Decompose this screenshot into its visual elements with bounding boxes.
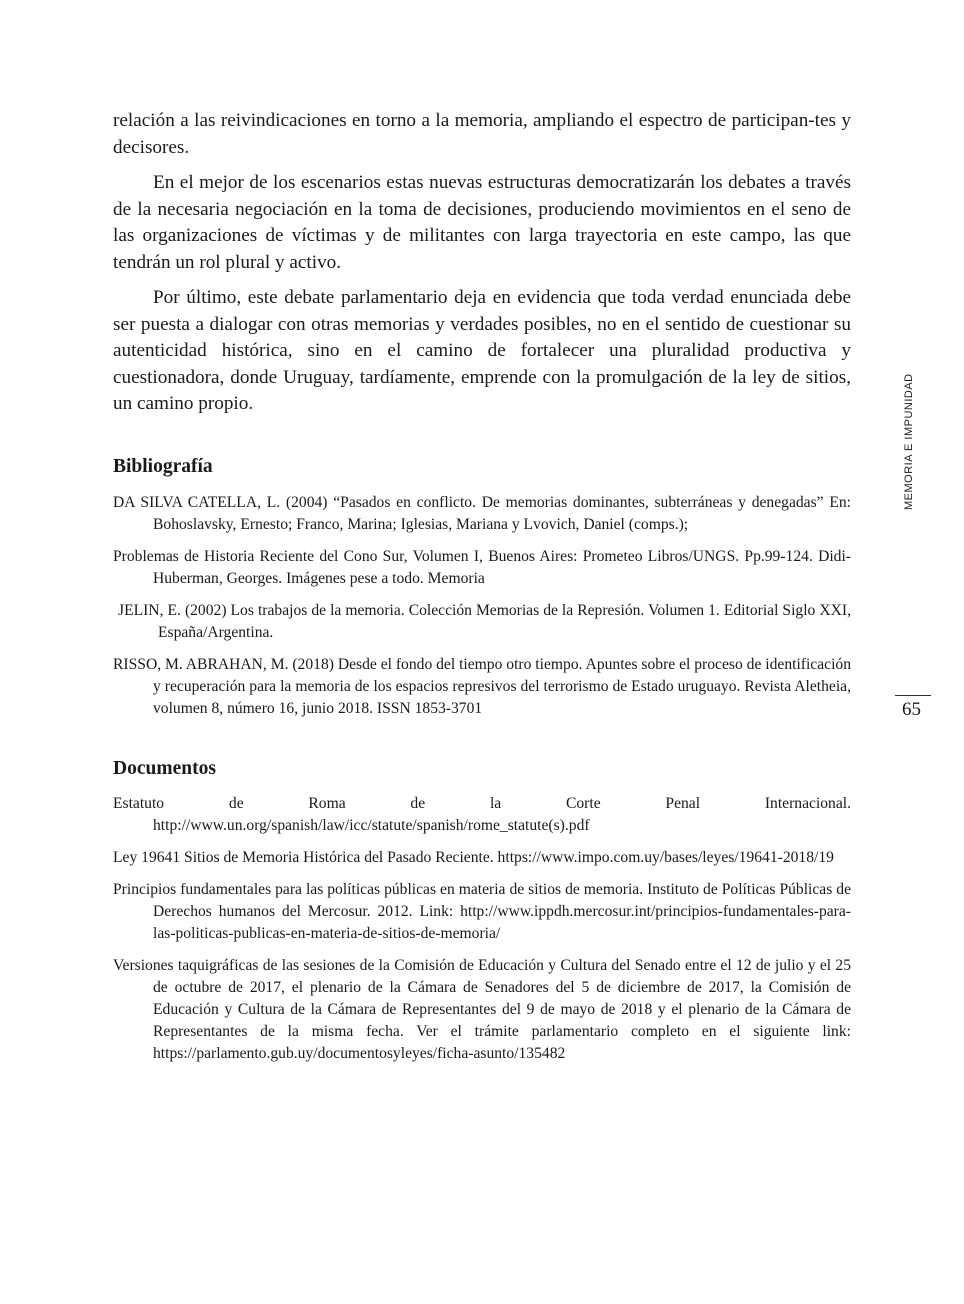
running-title: MEMORIA E IMPUNIDAD <box>903 373 915 510</box>
bibliography-heading: Bibliografía <box>113 456 213 477</box>
body-paragraph: relación a las reivindicaciones en torno a la memoria, ampliando el espectro de participan-tes y decisores. <box>113 110 851 158</box>
bibliography-entry: JELIN, E. (2002) Los trabajos de la memoria. Colección Memorias de la Represión. Volumen 1. Editorial Siglo XXI, España/Argentina. <box>118 602 851 641</box>
document-entry: Versiones taquigráficas de las sesiones de la Comisión de Educación y Cultura del Senado entre el 12 de julio y el 25 de octubre de 2017, el plenario de la Cámara de Senadores del 5 de diciembre de 2017, la Comisión de Educación y Cultura de la Cámara de Representantes del 9 de mayo de 2018 y el plenario de la Cámara de Representantes de la misma fecha. Ver el trámite parlamentario completo en el siguiente link: https://parlamento.gub.uy/documentosyleyes/ficha-asunto/135482 <box>113 957 851 1062</box>
document-entry: Principios fundamentales para las políticas públicas en materia de sitios de memoria. Instituto de Políticas Públicas de Derechos humanos del Mercosur. 2012. Link: http://www.ippdh.mercosur.int/principios-fundamentales-para-las-politicas-publicas-en-materia-de-sitios-de-memoria/ <box>113 881 851 942</box>
body-paragraph: Por último, este debate parlamentario deja en evidencia que toda verdad enunciada debe ser puesta a dialogar con otras memorias y verdades posibles, no en el sentido de cuestionar su autenticidad histórica, sino en el camino de fortalecer una pluralidad productiva y cuestionadora, donde Uruguay, tardíamente, emprende con la promulgación de la ley de sitios, un camino propio. <box>113 287 851 414</box>
document-entry: Estatuto de Roma de la Corte Penal Internacional. http://www.un.org/spanish/law/icc/statute/spanish/rome_statute(s).pdf <box>113 795 851 834</box>
bibliography-list <box>113 492 851 730</box>
page-number-rule <box>895 695 931 696</box>
bibliography-entry: RISSO, M. ABRAHAN, M. (2018) Desde el fondo del tiempo otro tiempo. Apuntes sobre el proceso de identificación y recuperación para la memoria de los espacios represivos del terrorismo de Estado uruguayo. Revista Aletheia, volumen 8, número 16, junio 2018. ISSN 1853-3701 <box>113 656 851 717</box>
document-entry: Ley 19641 Sitios de Memoria Histórica del Pasado Reciente. https://www.impo.com.uy/bases/leyes/19641-2018/19 <box>113 849 834 866</box>
page-number: 65 <box>902 699 921 720</box>
page-content <box>113 108 851 1062</box>
bibliography-entry: DA SILVA CATELLA, L. (2004) “Pasados en conflicto. De memorias dominantes, subterráneas y denegadas” En: Bohoslavsky, Ernesto; Franco, Marina; Iglesias, Mariana y Lvovich, Daniel (comps.); <box>113 494 851 533</box>
body-paragraph: En el mejor de los escenarios estas nuevas estructuras democratizarán los debates a través de la necesaria negociación en la toma de decisiones, produciendo movimientos en el seno de las organizaciones de víctimas y de militantes con larga trayectoria en este campo, las que tendrán un rol plural y activo. <box>113 172 851 273</box>
documents-heading: Documentos <box>113 758 216 779</box>
documents-list <box>113 793 851 1075</box>
bibliography-entry: Problemas de Historia Reciente del Cono Sur, Volumen I, Buenos Aires: Prometeo Libros/UNGS. Pp.99-124. Didi-Huberman, Georges. Imágenes pese a todo. Memoria <box>113 548 851 587</box>
